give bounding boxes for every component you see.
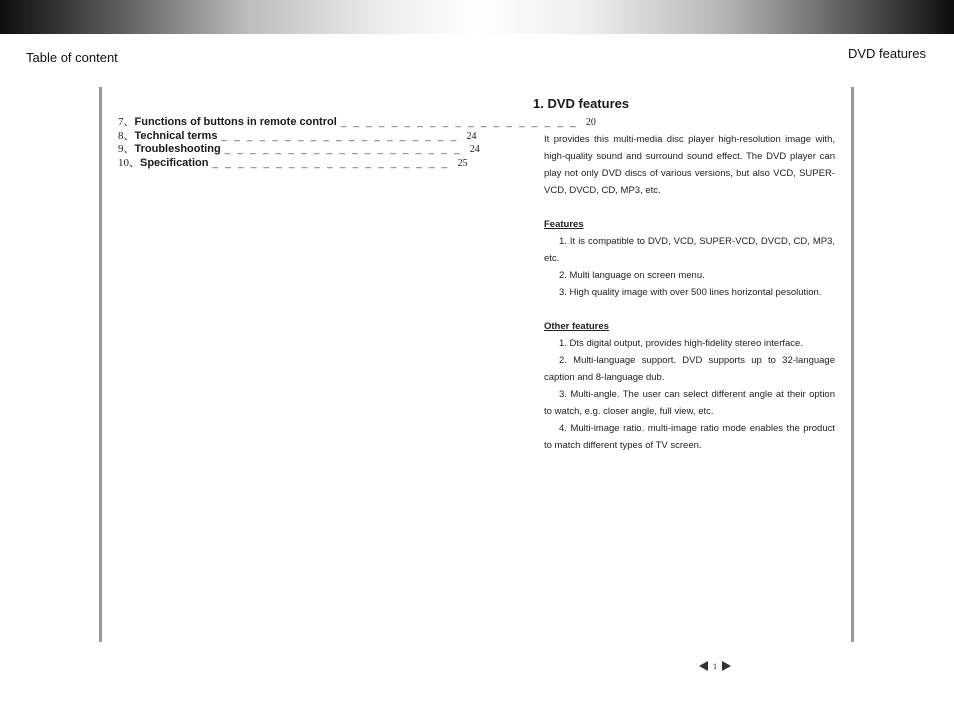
toc-number: 8、 <box>118 129 135 142</box>
toc-entry[interactable] <box>118 113 596 128</box>
toc-number: 9、 <box>118 143 135 155</box>
feature-item: 1. It is compatible to DVD, VCD, SUPER-VCD, DVCD, CD, MP3, etc. <box>544 236 835 264</box>
toc-title: Specification <box>140 156 209 169</box>
other-feature-item: 1. Dts digital output, provides high-fidelity stereo interface. <box>559 338 803 349</box>
toc-title: Functions of buttons in remote control <box>134 116 337 128</box>
right-margin-rule <box>851 87 854 642</box>
left-margin-rule <box>99 87 102 642</box>
section-title: 1. DVD features <box>533 96 630 111</box>
toc-leader: _ _ _ _ _ _ _ _ _ _ _ _ _ _ _ _ _ _ _ <box>340 117 578 128</box>
toc-title: Troubleshooting <box>134 143 221 155</box>
toc-page-number: 24 <box>469 144 480 155</box>
toc-entry[interactable] <box>118 140 480 155</box>
toc-page-number: 20 <box>585 117 596 128</box>
toc-entry[interactable] <box>118 127 477 142</box>
features-heading: Features <box>544 219 584 230</box>
page-number: 1 <box>713 661 717 671</box>
toc-number: 7、 <box>118 116 135 128</box>
page-navigator <box>699 661 731 671</box>
toc-page-number: 25 <box>457 157 468 169</box>
toc-title: Technical terms <box>134 129 218 142</box>
toc-leader: _ _ _ _ _ _ _ _ _ _ _ _ _ _ _ _ _ _ _ <box>221 130 459 142</box>
other-feature-item: 2. Multi-language support. DVD supports up to 32-language caption and 8-language dub. <box>544 355 835 383</box>
intro-paragraph: It provides this multi-media disc player high-resolution image with, high-quality sound and surround sound effect. The DVD player can play not only DVD discs of various versions, but also VCD, SUPER-VCD, DVCD, CD, MP3, etc. <box>544 134 835 196</box>
section-body <box>544 131 835 454</box>
header-gradient-band <box>0 0 954 34</box>
other-feature-item: 4. Multi-image ratio. multi-image ratio mode enables the product to match different types of TV screen. <box>544 423 835 451</box>
toc-leader: _ _ _ _ _ _ _ _ _ _ _ _ _ _ _ _ _ _ _ <box>212 157 450 169</box>
other-features-heading: Other features <box>544 321 609 332</box>
spacer <box>544 301 835 318</box>
next-page-arrow-icon[interactable] <box>722 661 731 671</box>
table-of-contents <box>118 113 596 169</box>
left-page-header: Table of content <box>26 50 118 65</box>
right-page-header: DVD features <box>847 46 926 61</box>
feature-item: 2. Multi language on screen menu. <box>559 270 705 281</box>
toc-number: 10、 <box>118 156 140 169</box>
toc-page-number: 24 <box>466 130 477 142</box>
toc-entry[interactable] <box>118 154 468 169</box>
toc-leader: _ _ _ _ _ _ _ _ _ _ _ _ _ _ _ _ _ _ _ <box>224 144 462 155</box>
other-feature-item: 3. Multi-angle. The user can select different angle at their option to watch, e.g. closer angle, full view, etc. <box>544 389 835 417</box>
previous-page-arrow-icon[interactable] <box>699 661 708 671</box>
feature-item: 3. High quality image with over 500 lines horizontal pesolution. <box>559 287 822 298</box>
